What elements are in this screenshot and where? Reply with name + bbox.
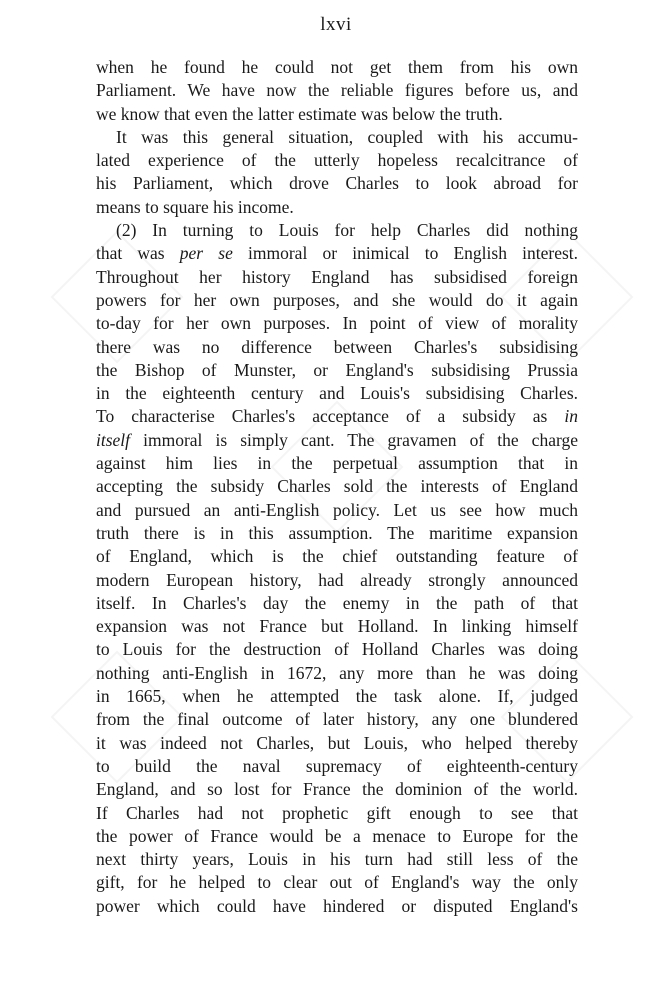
- text-line: his Parliament, which drove Charles to look abroad for: [96, 173, 578, 194]
- text-line: (2) In turning to Louis for help Charles did nothing: [116, 220, 578, 241]
- paragraph: [96, 126, 578, 219]
- text-line: powers for her own purposes, and she would do it again: [96, 289, 578, 310]
- paragraph: [96, 56, 578, 126]
- text-line: of England, which is the chief outstanding feature of: [96, 546, 578, 567]
- text-line: next thirty years, Louis in his turn had still less of the: [96, 849, 578, 870]
- text-line: England, and so lost for France the dominion of the world.: [96, 779, 578, 800]
- text-line: it was indeed not Charles, but Louis, who helped thereby: [96, 732, 578, 753]
- text-line: Throughout her history England has subsidised foreign: [96, 266, 578, 287]
- text-line: and pursued an anti-English policy. Let us see how much: [96, 499, 578, 520]
- text-line: the power of France would be a menace to Europe for the: [96, 825, 578, 846]
- paragraph: [96, 219, 578, 918]
- text-line: It was this general situation, coupled with his accumu-: [116, 126, 578, 147]
- text-line: lated experience of the utterly hopeless recalcitrance of: [96, 150, 578, 171]
- text-line: To characterise Charles's acceptance of a subsidy as in: [96, 406, 578, 427]
- text-line: against him lies in the perpetual assumption that in: [96, 453, 578, 474]
- text-line: we know that even the latter estimate was below the truth.: [96, 103, 503, 124]
- text-line: means to square his income.: [96, 196, 294, 217]
- text-line: from the final outcome of later history, any one blundered: [96, 709, 578, 730]
- text-line: modern European history, had already strongly announced: [96, 569, 578, 590]
- page-number: lxvi: [320, 14, 352, 35]
- text-line: the Bishop of Munster, or England's subsidising Prussia: [96, 359, 578, 380]
- text-line: itself immoral is simply cant. The gravamen of the charge: [96, 429, 578, 450]
- text-line: Parliament. We have now the reliable figures before us, and: [96, 80, 578, 101]
- text-line: accepting the subsidy Charles sold the interests of England: [96, 476, 578, 497]
- text-line: that was per se immoral or inimical to English interest.: [96, 243, 579, 264]
- text-line: truth there is in this assumption. The maritime expansion: [96, 522, 578, 543]
- text-line: expansion was not France but Holland. In linking himself: [96, 616, 578, 637]
- text-line: when he found he could not get them from his own: [96, 57, 578, 77]
- text-line: to Louis for the destruction of Holland Charles was doing: [96, 639, 578, 660]
- text-line: power which could have hindered or disputed England's: [96, 895, 578, 916]
- text-line: nothing anti-English in 1672, any more than he was doing: [96, 662, 578, 683]
- text-line: in the eighteenth century and Louis's subsidising Charles.: [96, 383, 578, 404]
- text-line: If Charles had not prophetic gift enough to see that: [96, 802, 578, 823]
- text-line: gift, for he helped to clear out of England's way the only: [96, 872, 578, 893]
- text-line: to-day for her own purposes. In point of view of morality: [96, 313, 578, 334]
- text-line: there was no difference between Charles's subsidising: [96, 336, 578, 357]
- text-line: to build the naval supremacy of eighteenth-century: [96, 755, 578, 776]
- text-line: itself. In Charles's day the enemy in the path of that: [96, 592, 578, 613]
- text-line: in 1665, when he attempted the task alone. If, judged: [96, 686, 578, 707]
- body-text: [96, 56, 578, 918]
